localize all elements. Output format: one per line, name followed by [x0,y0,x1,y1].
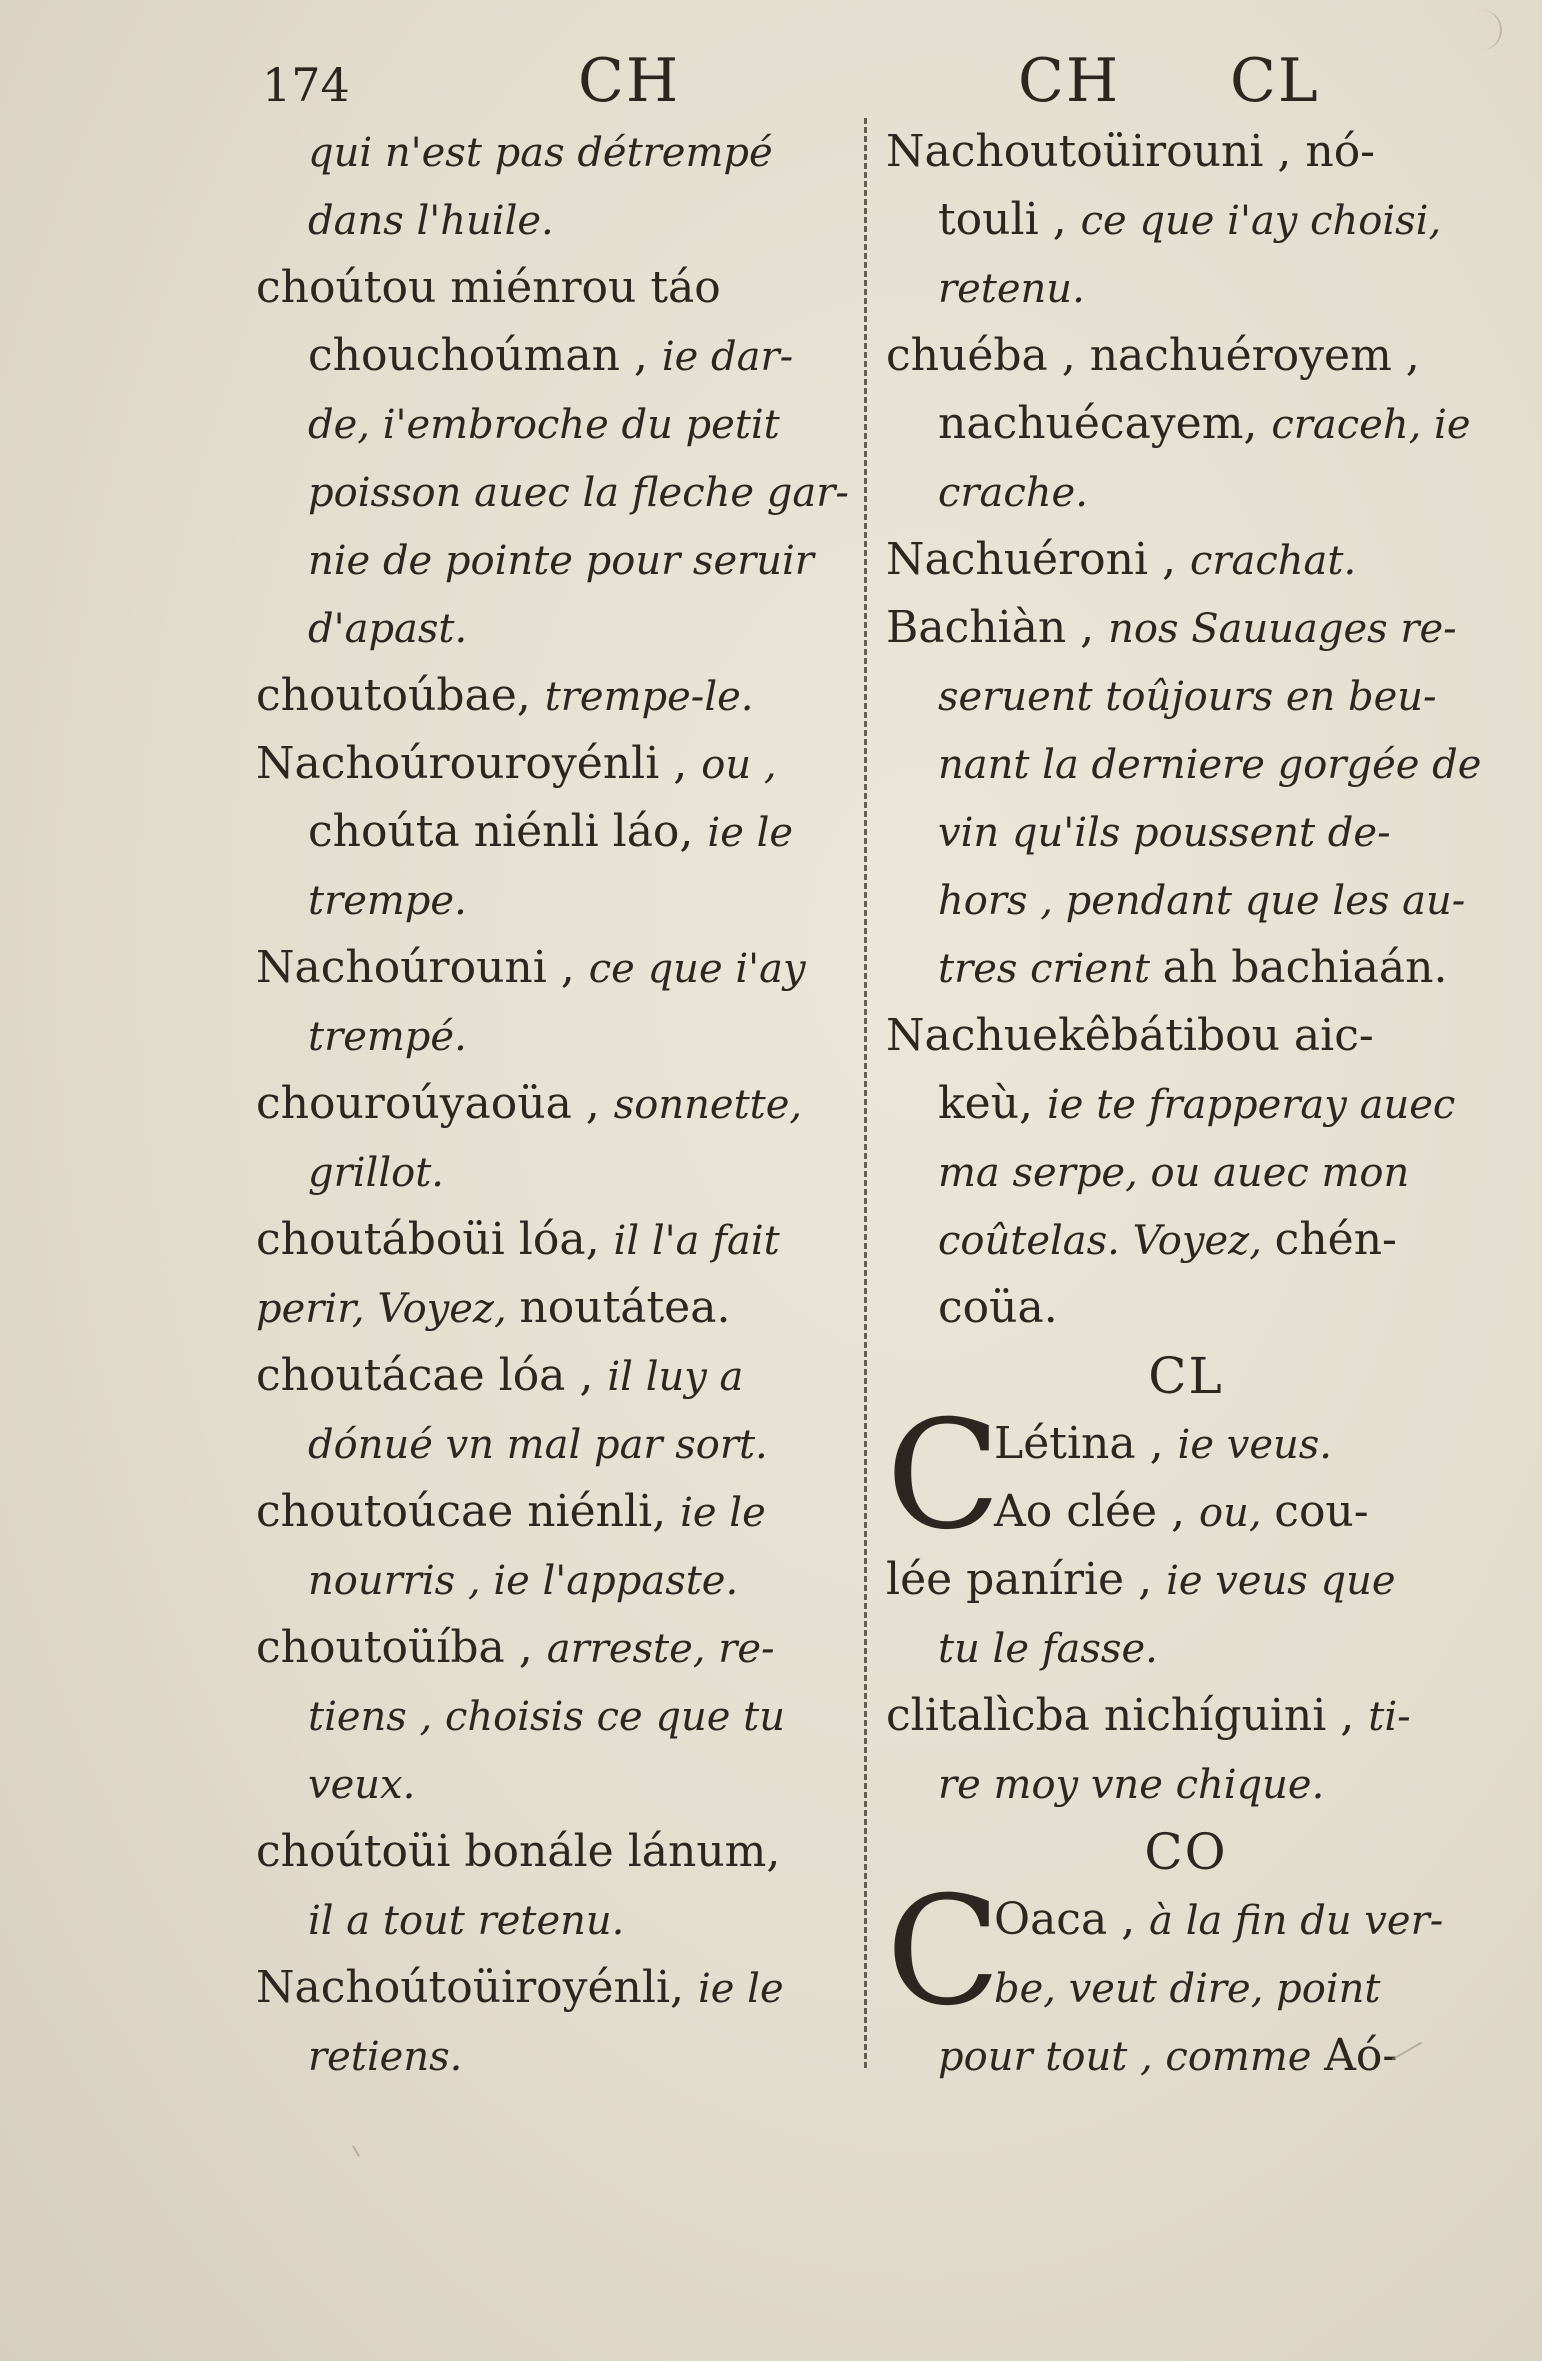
italic-gloss: ou , [701,742,777,788]
headword-text: clitalìcba nichíguini , [886,1690,1369,1741]
italic-gloss: tres crient [938,946,1163,992]
text-line [886,1138,1486,1206]
headword-text: choutáboüi lóa, [256,1214,614,1265]
italic-gloss: ma serpe, ou auec mon [938,1150,1410,1196]
text-line [256,526,846,594]
italic-gloss: il luy a [607,1354,744,1400]
text-line [256,1614,846,1682]
text-line [886,118,1486,186]
italic-gloss: nos Sauuages re- [1108,606,1457,652]
italic-gloss: ti- [1368,1694,1411,1740]
text-line [256,186,846,254]
text-line [256,798,846,866]
italic-gloss: vin qu'ils poussent de- [938,810,1391,856]
page-header [0,40,1542,120]
headword-text: Nachoútoüiroyénli, [256,1962,698,2013]
headword-text: choúta niénli láo, [308,806,708,857]
italic-gloss: ie veus que [1166,1558,1396,1604]
italic-gloss: d'apast. [308,606,468,652]
italic-gloss: ie le [680,1490,766,1536]
italic-gloss: poisson auec la fleche gar- [308,470,849,516]
headword-text: Nachoúrouroyénli , [256,738,702,789]
italic-gloss: dónué vn mal par sort. [308,1422,768,1468]
text-line [886,662,1486,730]
headword-text: Nachoúrouni , [256,942,589,993]
text-line [256,1886,846,1954]
text-line [886,186,1486,254]
italic-gloss: ie le [698,1966,784,2012]
text-line [256,934,846,1002]
italic-gloss: ie dar- [661,334,794,380]
italic-gloss: ie veus. [1177,1422,1332,1468]
text-line [256,1818,846,1886]
text-line [886,254,1486,322]
headword-text: Oaca , [994,1894,1150,1945]
italic-gloss: de, i'embroche du petit [308,402,780,448]
headword-text: keù, [938,1078,1048,1129]
text-line [886,458,1486,526]
text-line [886,390,1486,458]
headword-text: Létina , [994,1418,1178,1469]
headword-text: choutoüíba , [256,1622,547,1673]
italic-gloss: retiens. [308,2034,463,2080]
italic-gloss: perir, Voyez, [256,1286,520,1332]
text-line [886,866,1486,934]
headword-text: nachuécayem, [938,398,1272,449]
headword-text: noutátea. [519,1282,731,1333]
italic-gloss: ie te frapperay auec [1047,1082,1456,1128]
text-line [256,1342,846,1410]
text-line [256,254,846,322]
italic-gloss: seruent toûjours en beu- [938,674,1437,720]
italic-gloss: trempe-le. [544,674,754,720]
headword-text: chén- [1274,1214,1397,1265]
text-line [256,390,846,458]
italic-gloss: ie le [707,810,794,856]
text-line [256,1274,846,1342]
text-line [886,1206,1486,1274]
headword-text: Nachuekêbátibou aic- [886,1010,1374,1061]
text-line [256,1138,846,1206]
italic-gloss: re moy vne chique. [938,1762,1325,1808]
right-running-head-1: CH [1018,46,1121,116]
section-heading-cl: CL [1148,1347,1224,1405]
text-line [256,1070,846,1138]
italic-gloss: qui n'est pas détrempé [308,130,773,176]
text-line [256,2022,846,2090]
text-line [256,118,846,186]
cl-lines [886,1546,1486,1818]
italic-gloss: crache. [938,470,1088,516]
text-line [886,798,1486,866]
italic-gloss: tiens , choisis ce que tu [308,1694,785,1740]
headword-text: choutoúcae niénli, [256,1486,681,1537]
left-column [256,118,849,2090]
text-line [886,1750,1486,1818]
italic-gloss: ce que i'ay [588,946,806,992]
text-line [256,1410,846,1478]
italic-gloss: trempé. [308,1014,467,1060]
headword-text: Nachoutoüirouni , nó- [886,126,1376,177]
text-line [886,526,1486,594]
drop-cap-c: C [886,1410,1001,1546]
text-line [256,730,846,798]
italic-gloss: sonnette, [613,1082,803,1128]
italic-gloss: be, veut dire, point [994,1966,1381,2012]
headword-text: Nachuéroni , [886,534,1190,585]
text-line [886,1070,1486,1138]
text-line [256,1546,846,1614]
italic-gloss: il l'a fait [613,1218,780,1264]
headword-text: ah bachiaán. [1162,942,1448,993]
text-line [256,662,846,730]
headword-text: choutácae lóa , [256,1350,608,1401]
text-line [886,730,1486,798]
italic-gloss: tu le fasse. [938,1626,1158,1672]
section-heading-co: CO [1144,1823,1228,1881]
headword-text: Aó- [1324,2030,1398,2081]
text-line [886,934,1486,1002]
headword-text: Bachiàn , [886,602,1109,653]
italic-gloss: ce que i'ay choisi, [1080,198,1442,244]
drop-cap-c-co: C [886,1886,1001,2022]
text-line [886,1614,1486,1682]
headword-text: Ao clée , [994,1486,1200,1537]
text-line [256,1206,846,1274]
text-line [256,1954,846,2022]
headword-text: chuéba , nachuéroyem , [886,330,1420,381]
right-running-head-2: CL [1230,46,1320,116]
text-line [886,1682,1486,1750]
page-number: 174 [262,58,350,112]
italic-gloss: hors , pendant que les au- [938,878,1466,924]
headword-text: lée panírie , [886,1554,1167,1605]
headword-text: chouchoúman , [308,330,662,381]
co-drop-block [886,1886,1486,2022]
text-line [256,1002,846,1070]
right-column-entries [886,118,1486,1342]
italic-gloss: il a tout retenu. [308,1898,625,1944]
column-divider [864,118,867,2068]
italic-gloss: nant la derniere gorgée de [938,742,1482,788]
italic-gloss: nourris , ie l'appaste. [308,1558,739,1604]
headword-text: chouroúyaoüa , [256,1078,614,1129]
text-line [256,458,849,526]
italic-gloss: crachat. [1189,538,1357,584]
headword-text: choútoüi bonále lánum, [256,1826,781,1877]
text-line [256,322,846,390]
headword-text: choútou miénrou táo [256,262,721,313]
italic-gloss: trempe. [308,878,467,924]
headword-text: coüa. [938,1282,1058,1333]
text-line [886,1002,1486,1070]
italic-gloss: coûtelas. Voyez, [938,1218,1275,1264]
text-line [886,594,1486,662]
right-column [886,118,1486,2090]
text-line [256,1478,846,1546]
italic-gloss: dans l'huile. [308,198,554,244]
headword-text: choutoúbae, [256,670,545,721]
text-line [256,1682,846,1750]
italic-gloss: craceh, ie [1271,402,1471,448]
italic-gloss: ou, [1199,1490,1275,1536]
stray-mark-2 [352,2145,360,2156]
text-line [256,1750,846,1818]
italic-gloss: nie de pointe pour seruir [308,538,814,584]
italic-gloss: arreste, re- [546,1626,775,1672]
text-line [256,866,846,934]
text-line [256,594,846,662]
headword-text: touli , [938,194,1081,245]
headword-text: cou- [1274,1486,1369,1537]
italic-gloss: grillot. [308,1150,444,1196]
italic-gloss: à la fin du ver- [1149,1898,1444,1944]
text-line [886,1274,1486,1342]
italic-gloss: veux. [308,1762,416,1808]
italic-gloss: pour tout , comme [938,2034,1325,2080]
text-line [886,1546,1486,1614]
italic-gloss: retenu. [938,266,1085,312]
text-line [886,322,1486,390]
left-running-head: CH [578,46,681,116]
cl-drop-block [886,1410,1486,1546]
